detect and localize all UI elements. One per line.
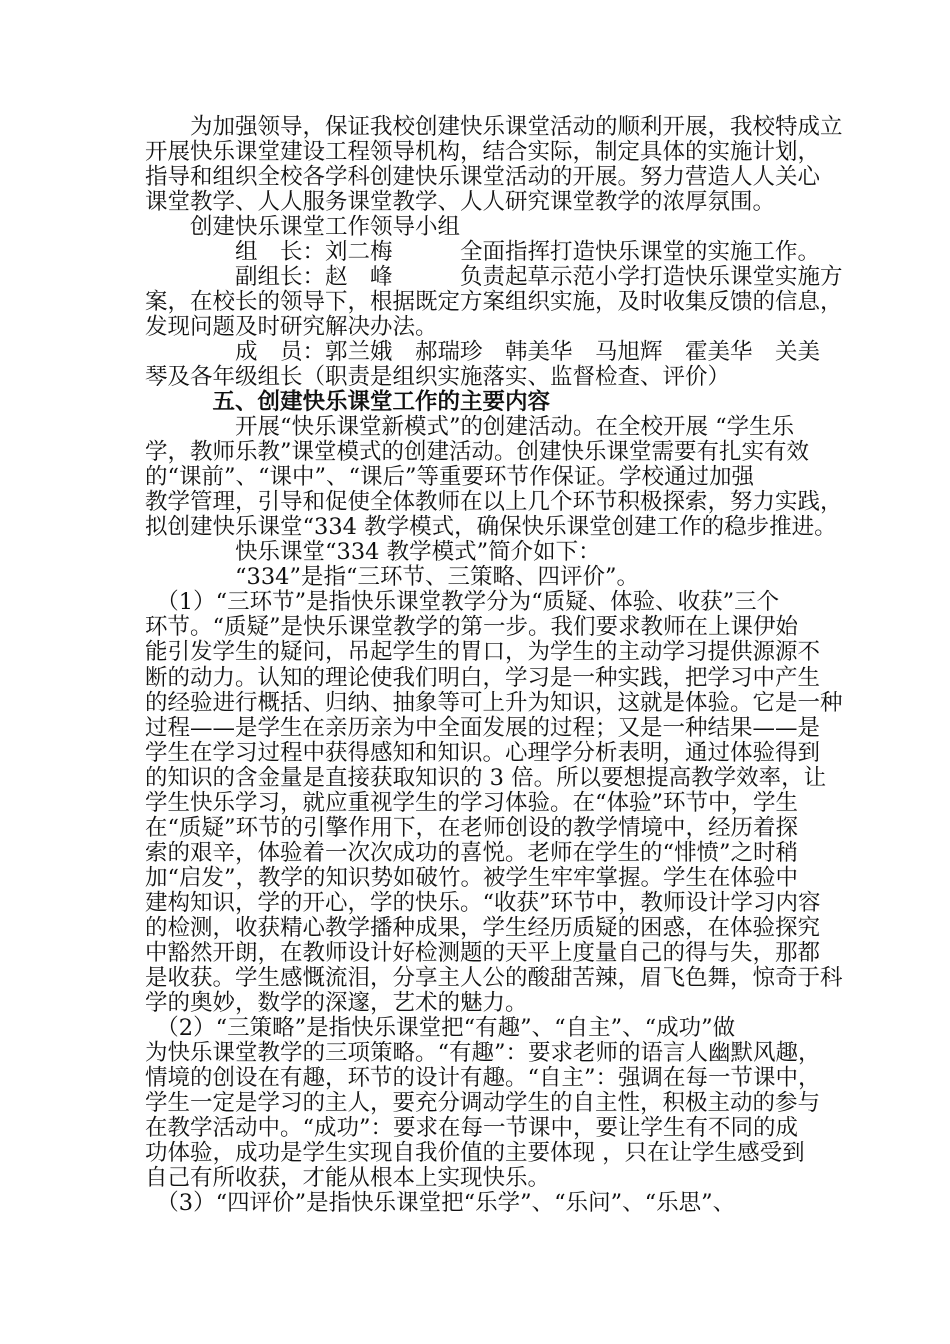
text-line: 过程——是学生在亲历亲为中全面发展的过程；又是一种结果——是 xyxy=(145,714,821,741)
text-line: 中豁然开朗，在教师设计好检测题的天平上度量自己的得与失，那都 xyxy=(145,939,821,966)
text-line: 学，教师乐教”课堂模式的创建活动。创建快乐课堂需要有扎实有效 xyxy=(145,439,810,466)
text-line: 的知识的含金量是直接获取知识的 3 倍。所以要想提高教学效率，让 xyxy=(145,764,827,791)
text-line: 琴及各年级组长（职责是组织实施落实、监督检查、评价） xyxy=(145,364,731,391)
text-line: （3）“四评价”是指快乐课堂把“乐学”、“乐问”、“乐思”、 xyxy=(145,1190,736,1216)
text-line: 能引发学生的疑问，吊起学生的胃口，为学生的主动学习提供源源不 xyxy=(145,639,821,666)
text-line: 是收获。学生感慨流泪，分享主人公的酸甜苦辣，眉飞色舞，惊奇于科 xyxy=(145,964,843,991)
text-line: 的“课前”、“课中”、“课后”等重要环节作保证。学校通过加强 xyxy=(145,464,755,491)
text-line: 的经验进行概括、归纳、抽象等可上升为知识，这就是体验。它是一种 xyxy=(145,689,843,716)
text-line: 学生在学习过程中获得感知和知识。心理学分析表明，通过体验得到 xyxy=(145,739,821,766)
text-line: 教学管理，引导和促使全体教师在以上几个环节积极探索，努力实践， xyxy=(145,489,843,516)
text-line: 学生快乐学习，就应重视学生的学习体验。在“体验”环节中，学生 xyxy=(145,789,799,816)
text-line: 组 长：刘二梅 全面指挥打造快乐课堂的实施工作。 xyxy=(145,239,821,266)
text-line: 拟创建快乐课堂“334 教学模式，确保快乐课堂创建工作的稳步推进。 xyxy=(145,514,837,541)
text-line: 为加强领导，保证我校创建快乐课堂活动的顺利开展，我校特成立 xyxy=(145,114,843,140)
text-line: 副组长：赵 峰 负责起草示范小学打造快乐课堂实施方 xyxy=(145,264,843,291)
text-line: 在“质疑”环节的引擎作用下，在老师创设的教学情境中，经历着探 xyxy=(145,814,799,841)
text-line: “334”是指“三环节、三策略、四评价”。 xyxy=(145,564,639,591)
text-line: 学的奥妙，数学的深邃，艺术的魅力。 xyxy=(145,989,528,1016)
text-line: 成 员：郭兰娥 郝瑞珍 韩美华 马旭辉 霍美华 关美 xyxy=(145,339,821,366)
text-line: 课堂教学、人人服务课堂教学、人人研究课堂教学的浓厚氛围。 xyxy=(145,189,776,216)
text-line: 情境的创设在有趣，环节的设计有趣。“自主”：强调在每一节课中， xyxy=(145,1064,821,1091)
text-line: 功体验，成功是学生实现自我价值的主要体现 ，只在让学生感受到 xyxy=(145,1139,805,1166)
text-line: 开展快乐课堂建设工程领导机构，结合实际，制定具体的实施计划， xyxy=(145,139,821,166)
text-line: 加“启发”，教学的知识势如破竹。被学生牢牢掌握。学生在体验中 xyxy=(145,864,799,891)
text-line: 在教学活动中。“成功”：要求在每一节课中，要让学生有不同的成 xyxy=(145,1114,799,1141)
text-line: （1）“三环节”是指快乐课堂教学分为“质疑、体验、收获”三个 xyxy=(145,589,780,616)
text-line: 开展“快乐课堂新模式”的创建活动。在全校开展 “学生乐 xyxy=(145,414,795,441)
text-line: 索的艰辛，体验着一次次成功的喜悦。老师在学生的“悱愤”之时稍 xyxy=(145,839,799,866)
text-line: 创建快乐课堂工作领导小组 xyxy=(145,214,461,241)
text-line: 指导和组织全校各学科创建快乐课堂活动的开展。努力营造人人关心 xyxy=(145,164,821,191)
section-heading: 五、创建快乐课堂工作的主要内容 xyxy=(145,389,551,416)
text-line: 学生一定是学习的主人，要充分调动学生的自主性，积极主动的参与 xyxy=(145,1089,821,1116)
text-line: 环节。“质疑”是快乐课堂教学的第一步。我们要求教师在上课伊始 xyxy=(145,614,799,641)
text-line: 的检测，收获精心教学播种成果，学生经历质疑的困惑，在体验探究 xyxy=(145,914,821,941)
text-line: （2）“三策略”是指快乐课堂把“有趣”、“自主”、“成功”做 xyxy=(145,1014,736,1041)
text-line: 为快乐课堂教学的三项策略。“有趣”：要求老师的语言人幽默风趣， xyxy=(145,1039,821,1066)
text-line: 建构知识，学的开心，学的快乐。“收获”环节中，教师设计学习内容 xyxy=(145,889,821,916)
text-line: 发现问题及时研究解决办法。 xyxy=(145,314,438,341)
text-line: 自己有所收获，才能从根本上实现快乐。 xyxy=(145,1164,551,1191)
text-line: 案，在校长的领导下，根据既定方案组织实施，及时收集反馈的信息， xyxy=(145,289,843,316)
text-line: 快乐课堂“334 教学模式”简介如下： xyxy=(145,539,601,566)
text-line: 断的动力。认知的理论使我们明白，学习是一种实践，把学习中产生 xyxy=(145,664,821,691)
